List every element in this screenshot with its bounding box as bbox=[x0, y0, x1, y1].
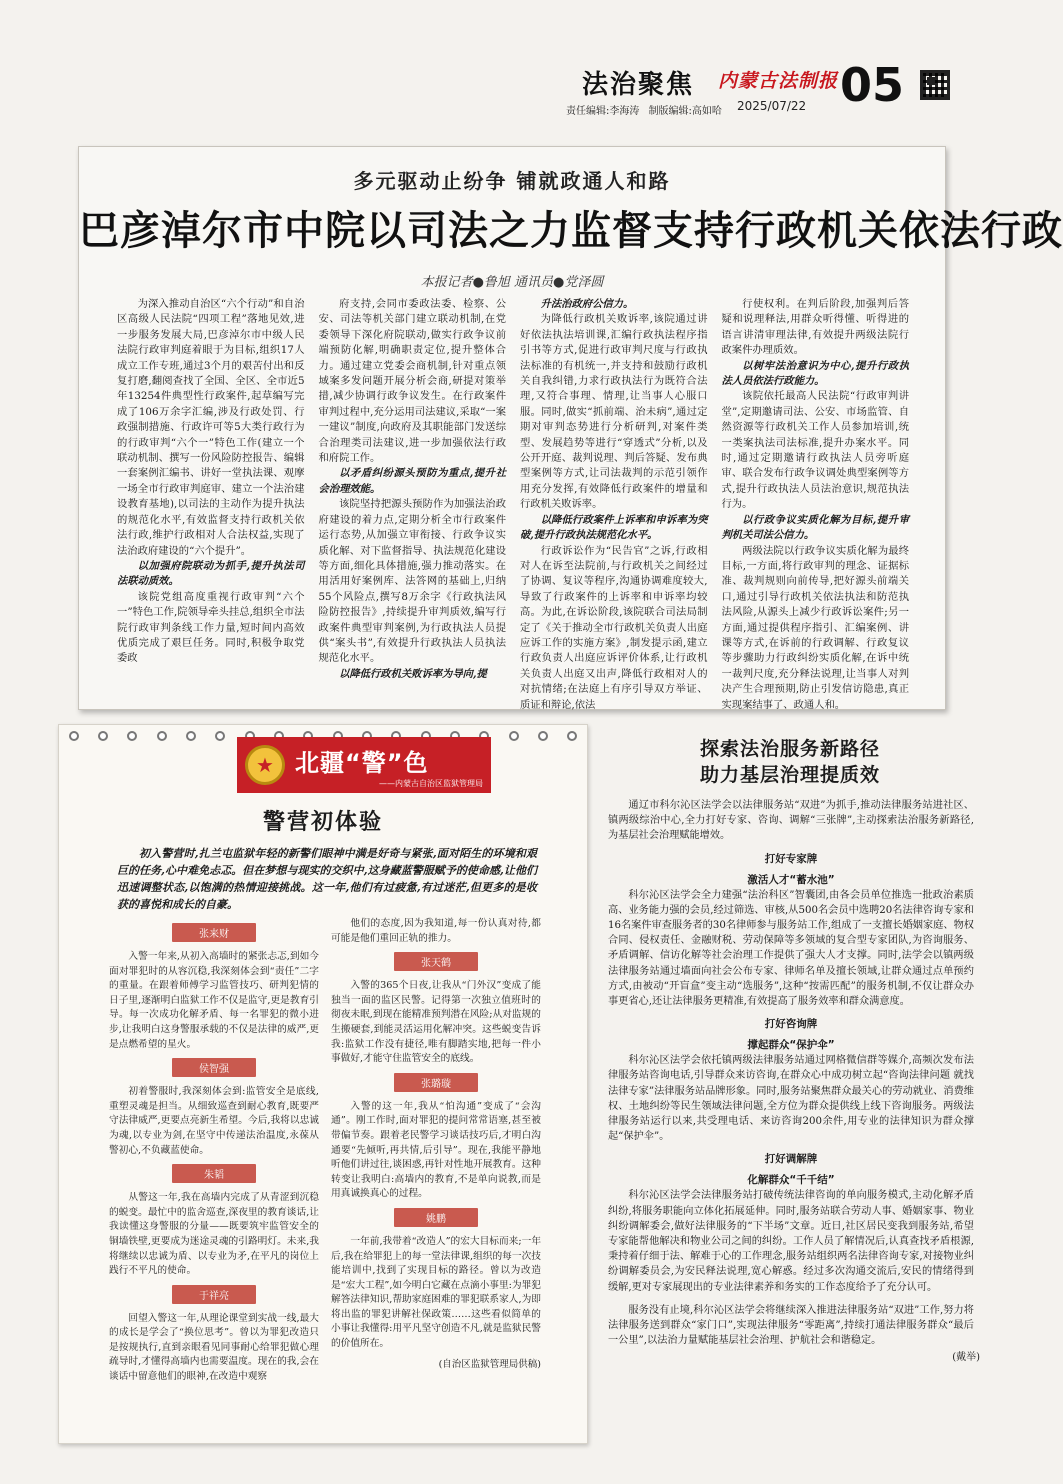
author-paragraph: 入警的这一年,我从“怕沟通”变成了“会沟通”。刚工作时,面对罪犯的提问常常语塞,甚至被带偏节奏。跟着老民警学习谈话技巧后,才明白沟通要“先倾听,再共情,后引导”。现在,我能平静地听他们讲过往,谈困惑,再针对性地开展教育。这种转变让我明白:高墙内的教育,不是单向说教,而是用真诚换真心的过程。 bbox=[331, 1100, 541, 1200]
article-subheading: 以加强府院联动为抓手,提升执法司法联动质效。 bbox=[117, 559, 305, 588]
feature-article bbox=[78, 146, 1063, 711]
author-paragraph: 入警的365个日夜,让我从“门外汉”变成了能独当一面的监区民警。记得第一次独立值班时的彻夜未眠,到现在能精准预判潜在风险;从对监规的生搬硬套,到能灵活运用化解冲突。这些蜕变告诉我:监狱工作没有捷径,唯有脚踏实地,把每一件小事做好,才能守住监管安全的底线。 bbox=[331, 980, 541, 1065]
issue-date: 2025/07/22 bbox=[737, 99, 807, 113]
author-name-tag: 张璐璇 bbox=[394, 1073, 478, 1092]
newspaper-logo: 内蒙古法制报 bbox=[718, 70, 839, 92]
article-paragraph: 府支持,会同市委政法委、检察、公安、司法等机关部门建立联动机制,在党委领导下深化府院联动,做实行政争议前端预防化解,明确职责定位,提升整体合力。通过建立党委会商机制,针对重点领域案多发问题开展分析会商,研提对策举措,减少协调行政争议发生。在行政案件审判过程中,充分运用司法建议,采取“一案一建议”制度,向政府及其职能部门发送综合治理类司法建议,进一步加强依法行政和府院工作。 bbox=[318, 298, 506, 465]
article-paragraph: 两级法院以行政争议实质化解为最终目标,一方面,将行政审判的理念、证据标准、裁判规则向前传导,把好源头前端关口,通过引导行政机关依法执法和防范执法风险,从源头上减少行政诉讼案件;另一方面,通过提供程序指引、汇编案例、讲课等方式,在诉前的行政调解、行政复议等步骤助力行政纠纷实质化解,在诉中统一裁判尺度,充分释法说理,让当事人对判决产生合理预期,防止引发信访隐患,真正实现案结事了、政通人和。 bbox=[721, 544, 909, 711]
author-name-tag: 张来财 bbox=[172, 923, 256, 942]
legal-title-line-1: 探索法治服务新路径 bbox=[699, 738, 880, 760]
legal-service-article bbox=[600, 730, 980, 1446]
article-body bbox=[117, 297, 909, 711]
article-column-1 bbox=[117, 297, 305, 697]
section-paragraph: 科尔沁区法学会依托镇两级法律服务站通过网格微信群等媒介,高频次发布法律服务站咨询电话,引导群众来访咨询,在群众心中成功树立起“咨询法律问题 就找法律专家”法律服务站品牌形象。同时,服务站聚焦群众最关心的劳动就业、消费维权、土地纠纷等民生领域法律问题,全方位为群众提供线上线下咨询服务。两级法律服务站运行以来,共受理电话、来访咨询200余件,用专业的法律知识为群众撑起“保护伞”。 bbox=[608, 1055, 974, 1143]
legal-section bbox=[608, 1303, 974, 1349]
section-subheading: 撑起群众“保护伞” bbox=[747, 1039, 835, 1052]
editor-credits bbox=[566, 102, 728, 117]
article-column-3 bbox=[520, 297, 708, 711]
section-title: 法治聚焦 bbox=[582, 70, 695, 100]
column-source: ——内蒙古自治区监狱管理局 bbox=[379, 779, 483, 788]
author-paragraph: 他们的态度,因为我知道,每一份认真对待,都可能是他们重回正轨的推力。 bbox=[331, 918, 541, 944]
article-paragraph: 该院依托最高人民法院“行政审判讲堂”,定期邀请司法、公安、市场监管、自然资源等行政机关工作人员参加培训,统一类案执法司法标准,提升办案水平。同时,通过定期邀请行政执法人员旁听庭审、联合发布行政争议调处典型案例等方式,提升行政执法人员法治意识,规范执法行为。 bbox=[721, 390, 909, 511]
author-paragraph: 从警这一年,我在高墙内完成了从青涩到沉稳的蜕变。最忙中的监舍巡查,深夜里的教育谈话,让我读懂这身警服的分量——既要筑牢监管安全的铜墙铁壁,更要成为迷途灵魂的引路明灯。未来,我将继续以忠诚为盾、以专业为矛,在平凡的岗位上践行不平凡的使命。 bbox=[109, 1192, 319, 1277]
article-headline: 巴彦淖尔市中院以司法之力监督支持行政机关依法行政 bbox=[79, 207, 1063, 254]
article-subheading: 以矛盾纠纷源头预防为重点,提升社会治理效能。 bbox=[318, 467, 506, 495]
author-paragraph: 入警一年来,从初入高墙时的紧张忐忑,到如今面对罪犯时的从容沉稳,我深刻体会到“责任”二字的重量。在跟着师傅学习监管技巧、研判犯情的日子里,逐渐明白监狱工作不仅是监守,更是教育引导。每一次成功化解矛盾、每一名罪犯的微小进步,让我明白这身警服承载的不仅是法律的威严,更是点燃希望的星火。 bbox=[109, 951, 319, 1050]
section-subheading: 化解群众“千千结” bbox=[747, 1174, 835, 1187]
legal-article-title bbox=[600, 736, 980, 788]
police-article-intro: 初入警营时,扎兰屯监狱年轻的新警们眼神中满是好奇与紧张,面对陌生的环境和艰巨的任务,心中难免忐忑。但在梦想与现实的交织中,这身藏蓝警服赋予的使命感,让他们迅速调整状态,以饱满的热情迎接挑战。这一年,他们有过疲惫,有过迷茫,但更多的是收获的喜悦和成长的自豪。 bbox=[117, 847, 537, 911]
page-number: 05 bbox=[840, 58, 905, 112]
article-credit: (自治区监狱管理局供稿) bbox=[438, 1358, 541, 1370]
legal-sections bbox=[600, 852, 980, 1364]
qr-code-icon[interactable] bbox=[920, 70, 950, 100]
section-subheading: 激活人才“蓄水池” bbox=[747, 873, 835, 886]
author-name-tag: 朱韬 bbox=[172, 1164, 256, 1183]
police-article-title: 警营初体验 bbox=[262, 809, 383, 835]
author-paragraph: 一年前,我带着“改造人”的宏大目标而来;一年后,我在给罪犯上的每一堂法律课,组织的每一次技能培训中,找到了实现目标的路径。曾以为改造是“宏大工程”,如今明白它藏在点滴小事里:为罪犯解答法律知识,帮助家庭困难的罪犯联系家人,为即将出监的罪犯讲解社保政策……这些看似简单的小事让我懂得:用平凡坚守创造不凡,就是监狱民警的价值所在。 bbox=[331, 1235, 542, 1350]
article-paragraph: 行使权利。在判后阶段,加强判后答疑和说理释法,用群众听得懂、听得进的语言讲清审理法律,有效提升两级法院行政案件办理质效。 bbox=[721, 298, 909, 357]
article-paragraph: 为降低行政机关败诉率,该院通过讲好依法执法培训课,汇编行政执法程序指引书等方式,促进行政审判尺度与行政执法标准的有机统一,并支持和鼓励行政机关自我纠错,力求行政执法行为既符合法理,又符合事理、情理,让当事人心服口服。同时,做实“抓前端、治未病”,通过定期对审判态势进行分析研判,对案件类型、发展趋势等进行“穿透式”分析,以及公开开庭、裁判说理、判后答疑、发布典型案例等方式,让司法裁判的示范引领作用充分发挥,有效降低行政案件的增量和行政机关败诉率。 bbox=[520, 313, 708, 511]
police-column-box bbox=[58, 724, 588, 1444]
article-kicker: 多元驱动止纷争 铺就政通人和路 bbox=[353, 169, 671, 193]
police-column-right bbox=[331, 917, 541, 1370]
legal-title-line-2: 助力基层治理提质效 bbox=[699, 764, 880, 786]
article-subheading: 以降低行政案件上诉率和申诉率为突破,提升行政执法规范化水平。 bbox=[520, 513, 708, 542]
article-paragraph: 该院坚持把源头预防作为加强法治政府建设的着力点,定期分析全市行政案件运行态势,从加强立审衔接、行政争议实质化解、对下监督指导、执法规范化建设等方面,细化具体措施,强力推动落实。在用活用好案例库、法答网的基础上,归纳55个风险点,撰写8万余字《行政执法风险防控报告》,持续提升审判质效,编写行政案件典型审判案例,为行政执法人员提供“案头书”,有效提升行政执法人员执法规范化水平。 bbox=[318, 498, 506, 665]
article-subheading: 升法治政府公信力。 bbox=[540, 298, 634, 310]
legal-section bbox=[608, 852, 974, 1010]
author-name-tag: 姚鹏 bbox=[394, 1208, 478, 1227]
section-heading: 打好咨询牌 bbox=[764, 1018, 818, 1031]
editor-label: 责任编辑:李海涛 bbox=[566, 106, 640, 117]
column-banner bbox=[237, 737, 491, 793]
author-paragraph: 回望入警这一年,从理论课堂到实战一线,最大的成长是学会了“换位思考”。曾以为罪犯改造只是按规执行,直到亲眼看见同事耐心给罪犯做心理疏导时,才懂得高墙内也需要温度。现在的我,会在谈话中留意他们的眼神,在改造中观察 bbox=[109, 1312, 319, 1383]
masthead bbox=[0, 0, 1024, 126]
author-paragraph: 初着警服时,我深刻体会到:监管安全是底线,重塑灵魂是担当。从细致巡查到耐心教育,既要严守法律威严,更要点亮新生希望。今后,我将以忠诚为魂,以专业为剑,在坚守中传递法治温度,永葆从警初心,不负藏蓝使命。 bbox=[109, 1086, 319, 1156]
article-credit: (戴举) bbox=[952, 1352, 980, 1364]
author-name-tag: 于祥亮 bbox=[172, 1285, 256, 1304]
legal-article-lead: 通辽市科尔沁区法学会以法律服务站“双进”为抓手,推动法律服务站进社区、镇两级综治中心,全力打好专家、咨询、调解“三张牌”,主动探索法治服务新路径,为基层社会治理赋能增效。 bbox=[608, 800, 974, 842]
author-name-tag: 张天鹤 bbox=[394, 952, 478, 971]
author-name-tag: 侯智强 bbox=[172, 1058, 256, 1077]
legal-section bbox=[608, 1017, 974, 1144]
article-paragraph: 行政诉讼作为“民告官”之诉,行政相对人在诉至法院前,与行政机关之间经过了协调、复议等程序,沟通协调难度较大,导致了行政案件的上诉率和申诉率均较高。为此,在诉讼阶段,该院联合司法局制定了《关于推动全市行政机关负责人出庭应诉工作的实施方案》,制发提示函,建立行政负责人出庭应诉评价体系,让行政机关负责人出庭又出声,降低行政相对人的对抗情绪;在法庭上有序引导双方举证、质证和辩论,依法 bbox=[520, 544, 708, 711]
layout-editor-label: 制版编辑:高如哈 bbox=[648, 106, 722, 117]
article-paragraph: 该院党组高度重视行政审判“六个一”特色工作,院领导牵头挂总,组织全市法院行政审判条线工作力量,短时间内高效优质完成了艰巨任务。同时,积极争取党委政 bbox=[117, 590, 305, 665]
section-paragraph: 服务没有止境,科尔沁区法学会将继续深入推进法律服务站“双进”工作,努力将法律服务送到群众“家门口”,实现法律服务“零距离”,持续打通法律服务群众“最后一公里”,以法治力量赋能基层社会治理、护航社会和谐稳定。 bbox=[608, 1304, 974, 1347]
section-heading: 打好专家牌 bbox=[764, 852, 818, 865]
article-column-2 bbox=[319, 297, 507, 697]
article-subheading: 以树牢法治意识为中心,提升行政执法人员依法行政能力。 bbox=[721, 359, 909, 388]
section-paragraph: 科尔沁区法学会全力建强“法治科区”智囊团,由各会员单位推选一批政治素质高、业务能力强的会员,经过筛选、审核,从500名会员中选聘20名法律咨询专家和16名案件审查服务者的30名律师参与服务站工作,组成了一支擅长婚姻家庭、物权合同、侵权责任、金融财税、劳动保障等多领域的复合型专家团队,为咨询服务、矛盾调解、信访化解等社会治理工作提供了强大人才支撑。同时,法学会以镇两级法律服务站通过墙面向社会公布专家、律师名单及擅长领域,让群众通过点单预约方式,由被动“开盲盒”变主动“选服务”,这种“按需匹配”的服务机制,不仅让群众办事更省心,还让法律服务更精准,有效提高了服务效率和群众满意度。 bbox=[608, 889, 974, 1008]
police-column-left bbox=[109, 917, 319, 1385]
article-column-4 bbox=[721, 297, 910, 711]
legal-section bbox=[608, 1152, 974, 1294]
article-subheading: 以行政争议实质化解为目标,提升审判机关司法公信力。 bbox=[721, 513, 909, 542]
section-heading: 打好调解牌 bbox=[764, 1153, 818, 1166]
section-paragraph: 科尔沁区法学会法律服务站打破传统法律咨询的单向服务模式,主动化解矛盾纠纷,将服务职能向立体化拓展延伸。同时,服务站联合劳动人事、婚姻家事、物业纠纷调解委会,做好法律服务的“下半场”文章。近日,社区居民变我到服务站,希望专家能帮他解决和物业公司之间的纠纷。工作人员了解情况后,认真查找矛盾根源,秉持着仔细于法、解难于心的工作理念,服务站组织两名法律咨询专家,对接物业纠纷调解委员会,为安民释法说理,宽心解惑。经过多次沟通交流后,安民的情绪得到缓解,更对专家展现出的专业法律素养和务实的工作态度给予了充分认可。 bbox=[608, 1190, 974, 1293]
article-subheading: 以降低行政机关败诉率为导向,提 bbox=[339, 667, 487, 680]
article-byline: 本报记者●鲁旭 通讯员●党泽圆 bbox=[420, 275, 604, 290]
article-paragraph: 为深入推动自治区“六个行动”和自治区高级人民法院“四项工程”落地见效,进一步服务发展大局,巴彦淖尔市中级人民法院行政审判庭着眼于为目标,组织17人成立工作专班,通过3个月的艰苦付出和反复打磨,翻阅查找了全国、全区、全市近5年13254件典型性行政案件,起草编写完成了106万余字汇编,涉及行政处罚、行政强制措施、行政许可等5大类行政行为的行政审判“六个一”特色工作(建立一个联动机制、撰写一份风险防控报告、编辑一套案例汇编书、讲好一堂执法课、观摩一场全市行政审判庭审、建立一个法治建设教育基地),以司法的主动作为提升执法的规范化水平,有效监督支持行政机关依法行政,维护行政相对人合法权益,实现了法治政府建设的“六个提升”。 bbox=[117, 298, 305, 557]
police-emblem-icon bbox=[245, 745, 285, 785]
column-name: 北疆“警”色 bbox=[295, 749, 429, 777]
